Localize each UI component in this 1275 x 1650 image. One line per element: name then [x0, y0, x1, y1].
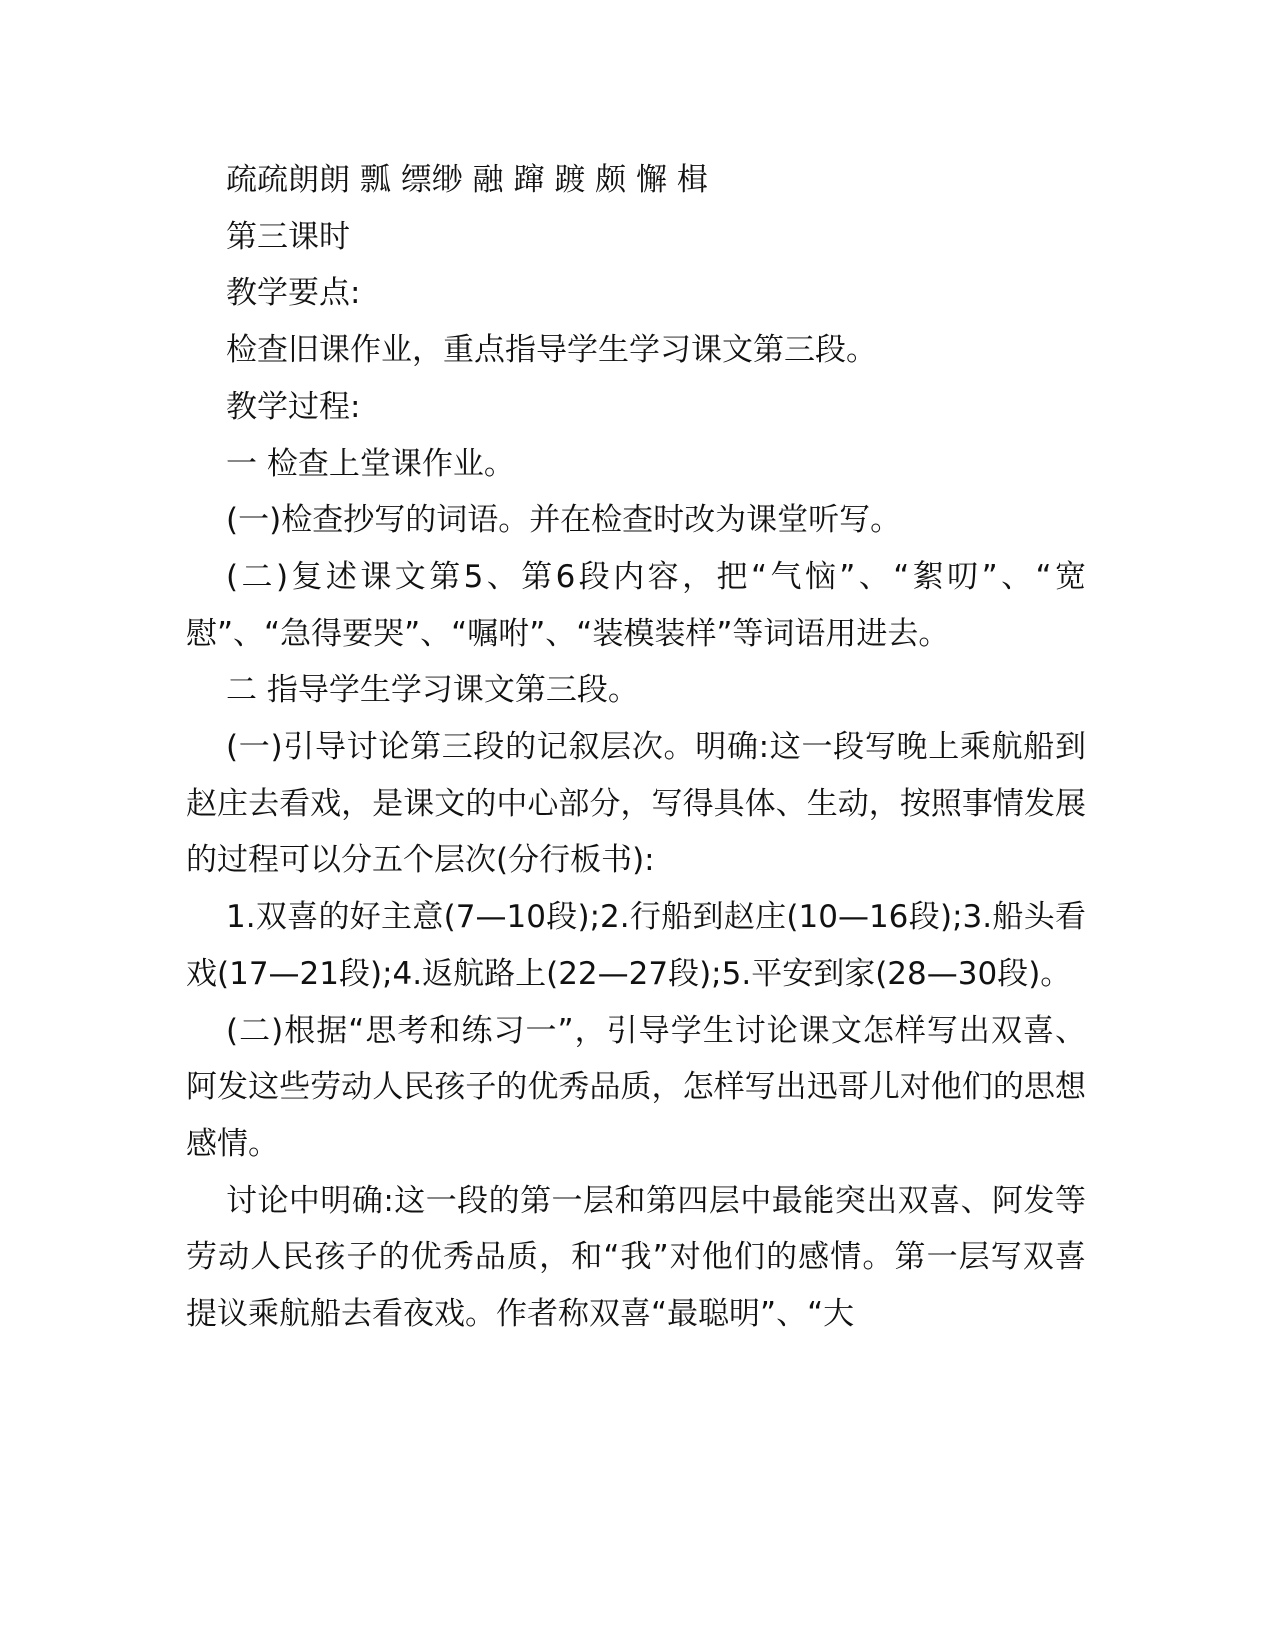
- teaching-points-text: 检查旧课作业，重点指导学生学习课文第三段。: [226, 332, 877, 369]
- section-two-heading: 二 指导学生学习课文第三段。: [226, 672, 639, 709]
- section-one-heading: 一 检查上堂课作业。: [226, 445, 515, 482]
- section-two-item-1: (一)引导讨论第三段的记叙层次。明确:这一段写晚上乘航船到赵庄去看戏，是课文的中心部分，写得具体、生动，按照事情发展的过程可以分五个层次(分行板书):: [186, 729, 1086, 879]
- lesson-heading: 第三课时: [226, 218, 350, 255]
- teaching-points-heading: 教学要点:: [226, 275, 361, 312]
- vocabulary-line: 疏疏朗朗 瓢 缥缈 融 蹿 踱 颇 懈 楫: [226, 162, 708, 198]
- layer-list: 1.双喜的好主意(7—10段);2.行船到赵庄(10—16段);3.船头看戏(17—21段);4.返航路上(22—27段);5.平安到家(28—30段)。: [186, 899, 1086, 992]
- section-one-item-1: (一)检查抄写的词语。并在检查时改为课堂听写。: [226, 502, 902, 539]
- section-two-item-2: (二)根据“思考和练习一”，引导学生讨论课文怎样写出双喜、阿发这些劳动人民孩子的优秀品质，怎样写出迅哥儿对他们的思想感情。: [186, 1012, 1086, 1162]
- discussion-paragraph: 讨论中明确:这一段的第一层和第四层中最能突出双喜、阿发等劳动人民孩子的优秀品质，和“我”对他们的感情。第一层写双喜提议乘航船去看夜戏。作者称双喜“最聪明”、“大: [186, 1182, 1086, 1333]
- teaching-process-heading: 教学过程:: [226, 388, 361, 425]
- document-body: [186, 152, 1086, 1343]
- section-one-item-2: (二)复述课文第5、第6段内容，把“气恼”、“絮叨”、“宽慰”、“急得要哭”、“嘱咐”、“装模装样”等词语用进去。: [186, 558, 1086, 652]
